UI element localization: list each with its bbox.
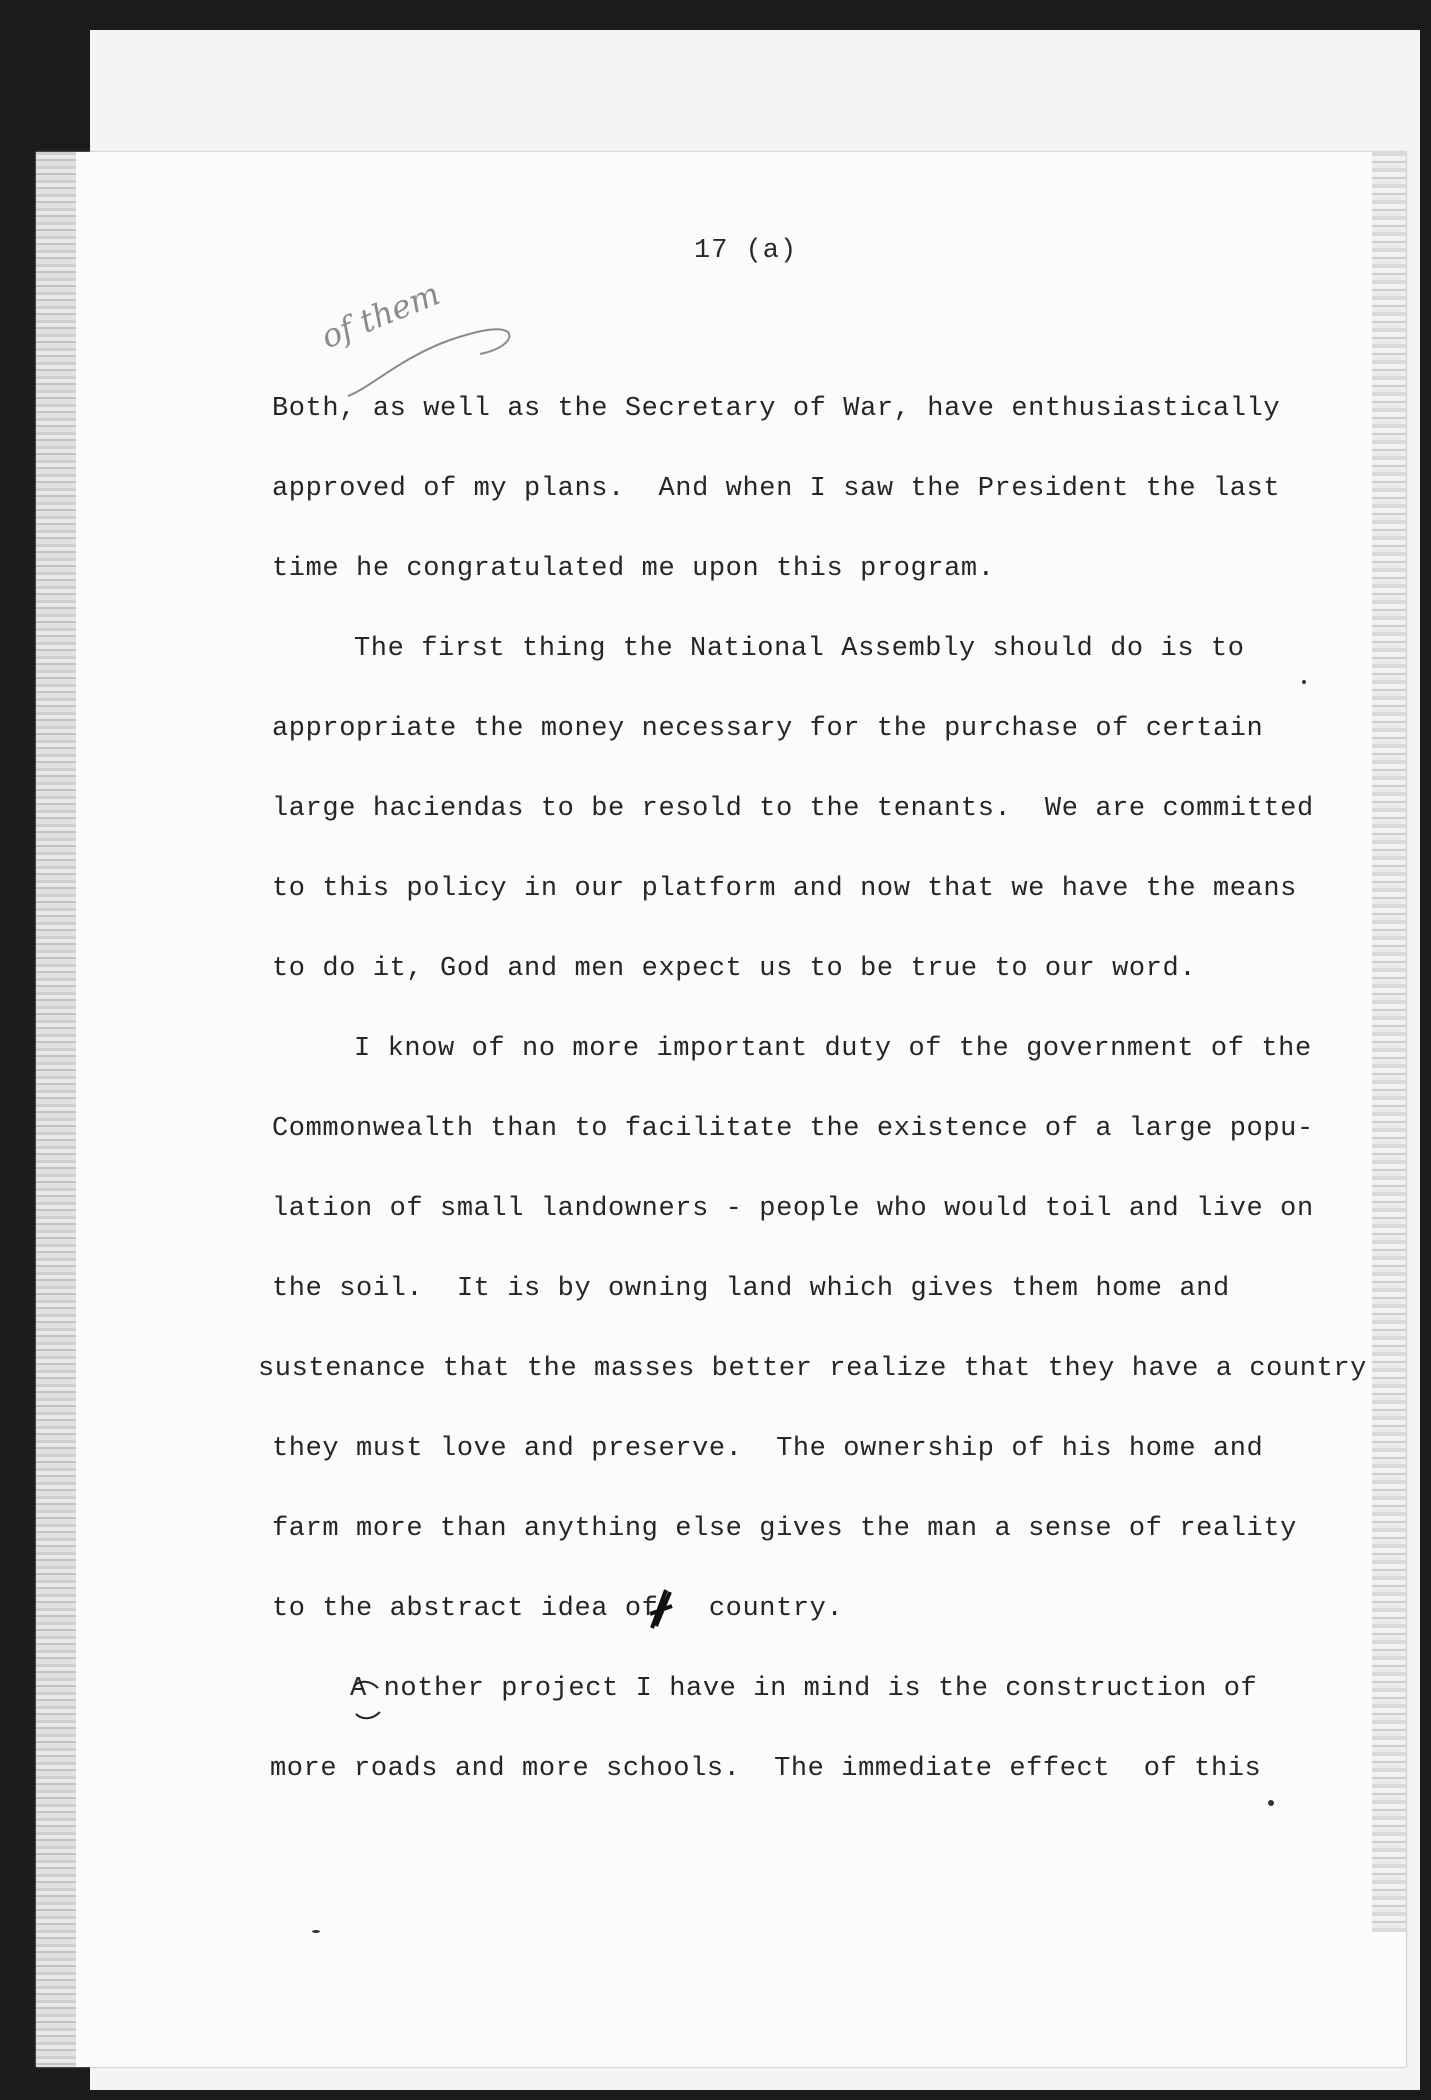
ink-speck (1302, 680, 1306, 684)
ink-speck (312, 1930, 320, 1933)
text-line: appropriate the money necessary for the purchase of certain (272, 714, 1264, 744)
text-line: they must love and preserve. The ownership of his home and (272, 1434, 1264, 1464)
text-line: more roads and more schools. The immediate effect of this (270, 1754, 1262, 1784)
page-number: 17 (a) (694, 236, 798, 266)
text-line: Commonwealth than to facilitate the existence of a large popu- (272, 1114, 1314, 1144)
scan-edge-left (36, 152, 76, 2067)
scan-edge-right (1372, 152, 1406, 1932)
text-line: sustenance that the masses better realize that they have a country (258, 1354, 1367, 1384)
text-line: The first thing the National Assembly should do is to (354, 634, 1245, 664)
strikeout-mark (646, 1584, 676, 1632)
text-line: to the abstract idea of country. (272, 1594, 844, 1624)
text-line: large haciendas to be resold to the tenants. We are committed (272, 794, 1314, 824)
ink-speck (1268, 1800, 1274, 1806)
text-line: time he congratulated me upon this program. (272, 554, 995, 584)
join-correction-mark (350, 1680, 390, 1720)
text-line: to this policy in our platform and now that we have the means (272, 874, 1297, 904)
text-line: the soil. It is by owning land which gives them home and (272, 1274, 1230, 1304)
handwritten-annotation: of them (315, 274, 445, 356)
text-line: to do it, God and men expect us to be true to our word. (272, 954, 1197, 984)
text-line: Both, as well as the Secretary of War, have enthusiastically (272, 394, 1281, 424)
text-line: approved of my plans. And when I saw the President the last (272, 474, 1281, 504)
text-line: I know of no more important duty of the government of the (354, 1034, 1312, 1064)
text-line: farm more than anything else gives the man a sense of reality (272, 1514, 1297, 1544)
text-line: lation of small landowners - people who would toil and live on (272, 1194, 1314, 1224)
text-line: A nother project I have in mind is the construction of (350, 1674, 1258, 1704)
